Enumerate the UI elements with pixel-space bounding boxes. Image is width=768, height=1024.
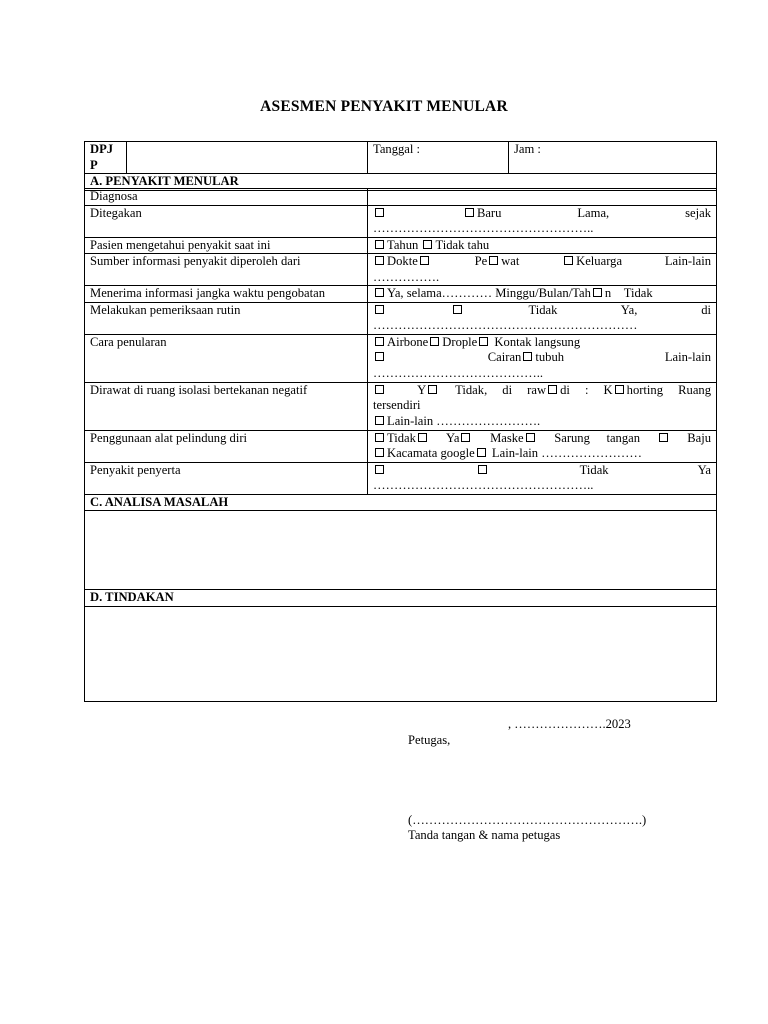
checkbox[interactable] xyxy=(375,337,384,346)
option-label: Ruang xyxy=(678,382,712,397)
checkbox[interactable] xyxy=(461,433,470,442)
option-label: di xyxy=(701,302,711,317)
form-title: ASESMEN PENYAKIT MENULAR xyxy=(260,98,508,115)
checkbox[interactable] xyxy=(375,416,384,425)
option-label: Lain-lain xyxy=(664,254,712,268)
option-label: Baru xyxy=(476,205,502,220)
checkbox[interactable] xyxy=(375,352,384,361)
jam-label: Jam : xyxy=(514,142,541,156)
checkbox[interactable] xyxy=(375,208,384,217)
option-label: Keluarga xyxy=(576,254,623,268)
row-label-mengetahui: Pasien mengetahui penyakit saat ini xyxy=(85,237,368,254)
option-label: Lain-lain xyxy=(664,350,711,364)
dpjp-field[interactable] xyxy=(127,142,368,174)
checkbox[interactable] xyxy=(423,240,432,249)
checkbox[interactable] xyxy=(375,448,384,457)
row-label-pemeriksaan: Melakukan pemeriksaan rutin xyxy=(85,302,368,334)
mengetahui-options xyxy=(368,237,717,254)
checkbox[interactable] xyxy=(428,385,437,394)
checkbox[interactable] xyxy=(477,448,486,457)
option-label: horting xyxy=(626,382,664,397)
option-label: Airbone xyxy=(387,334,429,349)
signature-caption: Tanda tangan & nama petugas xyxy=(408,828,561,842)
option-label: di : xyxy=(560,382,589,397)
option-label: Lama, xyxy=(577,205,610,220)
checkbox[interactable] xyxy=(375,288,384,297)
checkbox[interactable] xyxy=(375,256,384,265)
checkbox[interactable] xyxy=(430,337,439,346)
row-label-menerima: Menerima informasi jangka waktu pengobatan xyxy=(85,286,368,303)
option-label: Ya xyxy=(697,462,711,477)
section-d-heading: D. TINDAKAN xyxy=(85,590,717,607)
option-label: Maske xyxy=(490,430,524,445)
option-label: Tidak xyxy=(528,302,558,317)
checkbox[interactable] xyxy=(489,256,498,265)
option-label: Cairan xyxy=(487,350,522,364)
dirawat-options xyxy=(368,382,717,430)
penularan-options xyxy=(368,334,717,382)
jam-field[interactable] xyxy=(509,142,717,174)
assessment-rows-table xyxy=(84,188,717,702)
option-label: Ya, xyxy=(620,302,638,317)
option-label: Lain-lain ……………………. xyxy=(387,413,541,428)
row-label-apd: Penggunaan alat pelindung diri xyxy=(85,430,368,462)
penyerta-dotted-line: …………………………………………….. xyxy=(373,478,594,492)
checkbox[interactable] xyxy=(418,433,427,442)
tanggal-field[interactable] xyxy=(368,142,509,174)
option-label: wat xyxy=(501,254,520,268)
option-label: Sarung tangan xyxy=(554,430,641,445)
row-label-penularan: Cara penularan xyxy=(85,334,368,382)
tindakan-field[interactable] xyxy=(85,606,717,701)
option-label: tersendiri xyxy=(373,398,421,412)
option-label: Tidak xyxy=(579,462,609,477)
checkbox[interactable] xyxy=(375,385,384,394)
menerima-options xyxy=(368,286,717,303)
row-label-dirawat: Dirawat di ruang isolasi bertekanan negatif xyxy=(85,382,368,430)
option-label: Baju xyxy=(687,430,711,445)
checkbox[interactable] xyxy=(478,465,487,474)
option-label: Tidak xyxy=(387,430,416,445)
option-label: K xyxy=(603,382,613,397)
option-label: sejak xyxy=(685,205,712,220)
option-label: Pe xyxy=(474,254,488,268)
tanggal-label: Tanggal : xyxy=(373,142,421,156)
option-label: Tidak, di raw xyxy=(455,382,547,397)
section-a-heading: A. PENYAKIT MENULAR xyxy=(85,174,717,191)
penyerta-options xyxy=(368,462,717,494)
option-label: Lain-lain …………………… xyxy=(491,446,642,460)
apd-options xyxy=(368,430,717,462)
row-label-ditegakan: Ditegakan xyxy=(85,205,368,237)
checkbox[interactable] xyxy=(465,208,474,217)
pemeriksaan-dotted-line: ……………………………………………………… xyxy=(373,318,638,332)
penularan-dotted-line: ………………………………….. xyxy=(373,365,544,380)
checkbox[interactable] xyxy=(615,385,624,394)
petugas-label: Petugas, xyxy=(408,733,451,747)
analisa-masalah-field[interactable] xyxy=(85,511,717,590)
checkbox[interactable] xyxy=(523,352,532,361)
ditegakan-options xyxy=(368,205,717,237)
option-label: Ya, selama………… Minggu/Bulan/Tah xyxy=(387,286,591,300)
checkbox[interactable] xyxy=(479,337,488,346)
checkbox[interactable] xyxy=(375,305,384,314)
option-label: Kontak langsung xyxy=(494,334,581,349)
dpjp-label: DPJ P xyxy=(85,142,127,174)
date-line: , ………………….2023 xyxy=(508,717,631,731)
option-label: Tahun xyxy=(387,237,419,252)
checkbox[interactable] xyxy=(526,433,535,442)
checkbox[interactable] xyxy=(420,256,429,265)
option-label: Tidak tahu xyxy=(435,237,490,252)
row-label-sumber: Sumber informasi penyakit diperoleh dari xyxy=(85,254,368,286)
row-label-diagnosa: Diagnosa xyxy=(85,189,368,206)
assessment-form-table xyxy=(84,141,717,191)
signature-line: (……………………………………………….) xyxy=(408,813,647,827)
sumber-options xyxy=(368,254,717,286)
ditegakan-dotted-line: …………………………………………….. xyxy=(373,221,594,235)
option-label: tubuh xyxy=(535,350,565,364)
diagnosa-field[interactable] xyxy=(368,189,717,206)
option-label: Tidak xyxy=(623,286,653,300)
row-label-penyerta: Penyakit penyerta xyxy=(85,462,368,494)
option-label: Ya xyxy=(446,430,460,445)
option-label: n xyxy=(604,286,612,300)
checkbox[interactable] xyxy=(453,305,462,314)
checkbox[interactable] xyxy=(593,288,602,297)
option-label: Drople xyxy=(442,334,478,349)
checkbox[interactable] xyxy=(375,433,384,442)
checkbox[interactable] xyxy=(564,256,573,265)
checkbox[interactable] xyxy=(375,240,384,249)
checkbox[interactable] xyxy=(548,385,557,394)
checkbox[interactable] xyxy=(375,465,384,474)
pemeriksaan-options xyxy=(368,302,717,334)
option-label: Dokte xyxy=(387,254,418,268)
option-label: Y xyxy=(417,382,427,397)
section-c-heading: C. ANALISA MASALAH xyxy=(85,494,717,511)
sumber-dotted-line: ……………. xyxy=(373,269,440,284)
option-label: Kacamata google xyxy=(387,446,475,460)
checkbox[interactable] xyxy=(659,433,668,442)
